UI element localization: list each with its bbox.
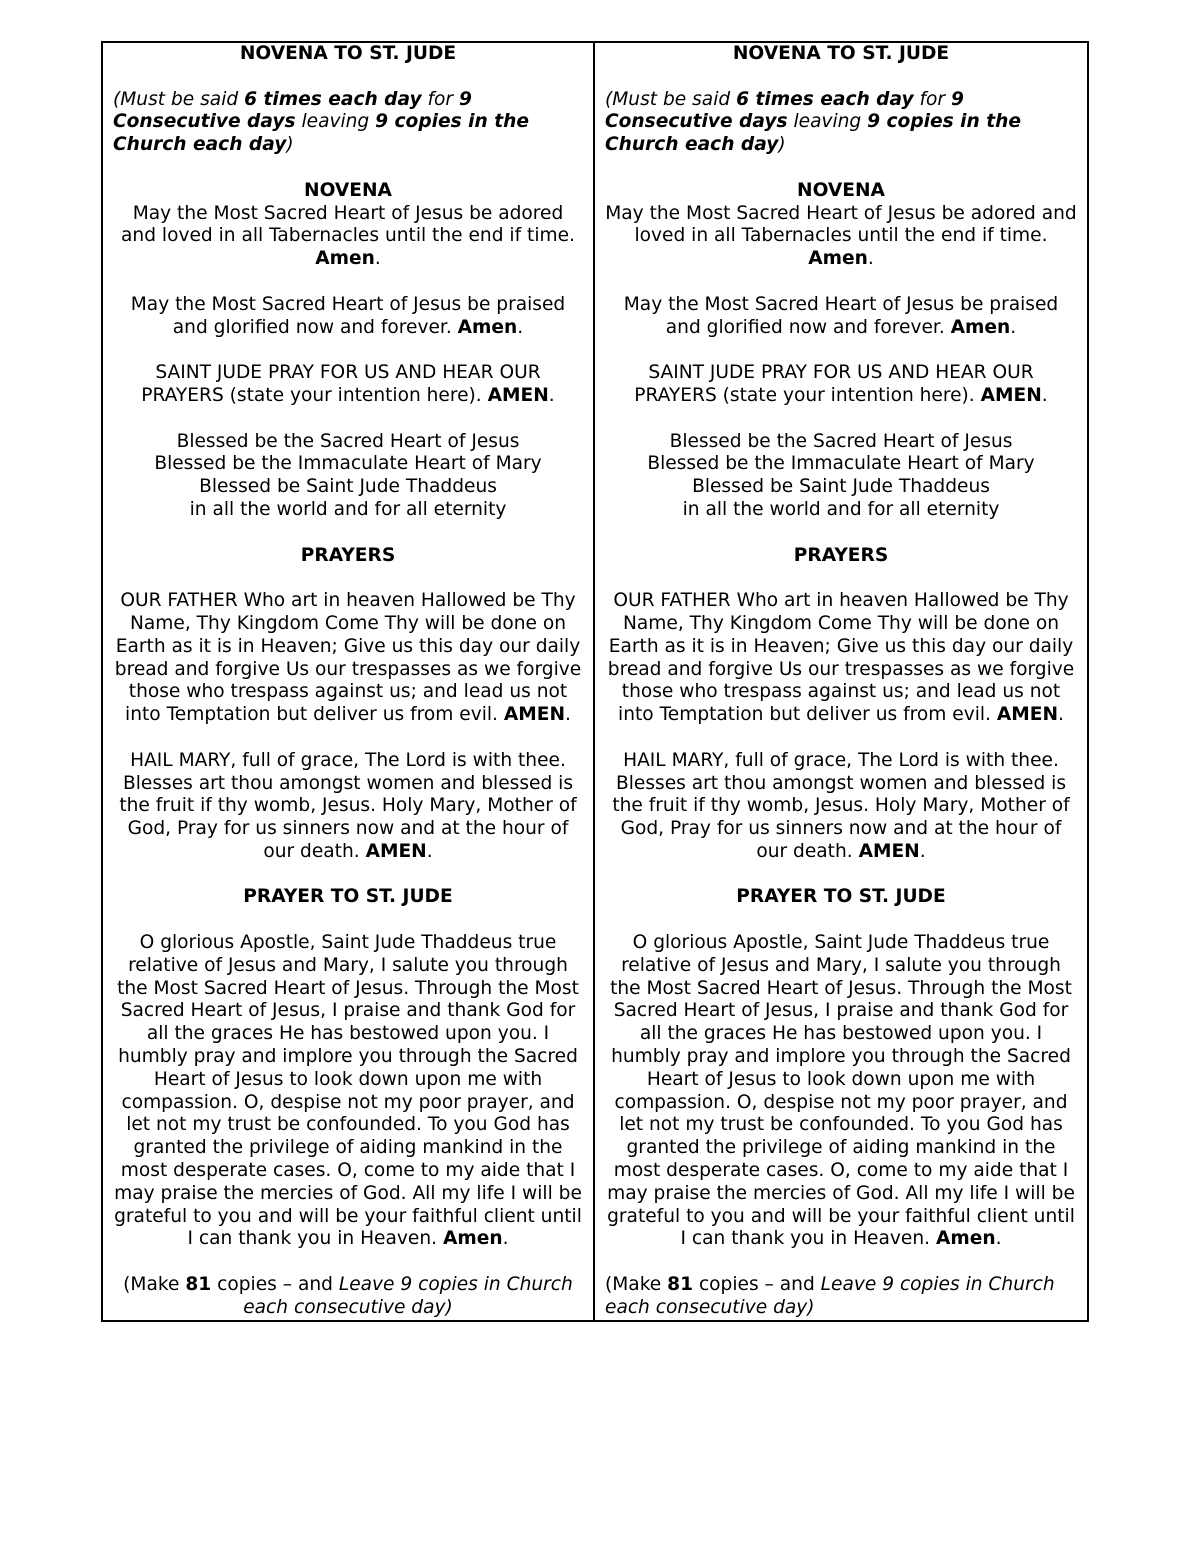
novena-paragraph-1 [605,203,1077,271]
novena-paragraph-3 [605,362,1077,408]
paragraph-end: . [1010,316,1017,338]
prayers-heading: PRAYERS [793,544,889,566]
novena-paragraph-3 [113,362,583,408]
instr-text: (Must be said [605,88,737,110]
paragraph-end: . [1058,704,1064,726]
amen-text: AMEN [487,384,549,406]
st-jude-prayer [113,932,583,1251]
instr-bold: 6 times each day [244,88,422,110]
novena-heading: NOVENA [304,179,392,201]
paragraph-end: . [426,840,433,862]
hail-mary-prayer [113,750,583,864]
novena-sheet [101,41,1089,1322]
amen-text: AMEN [996,704,1059,726]
footer-italic: Leave 9 copies in Church each consecutive day) [605,1274,1055,1318]
our-father-prayer [113,590,583,727]
blessed-line: in all the world and for all eternity [189,498,507,520]
amen-text: AMEN [980,384,1042,406]
paragraph-end: . [548,384,555,406]
copies-footer [113,1274,583,1320]
novena-paragraph-1 [113,203,583,271]
footer-text: copies – and [693,1274,821,1296]
amen-text: Amen [315,248,375,270]
left-column [103,43,595,1320]
paragraph-text: HAIL MARY, full of grace, The Lord is with thee. Blesses art thou amongst women and blessed is the fruit if thy womb, Jesus. Holy Mary, Mother of God, Pray for us sinners now and at the hour of our death. [612,749,1070,862]
instr-bold: 9 Consecutive days [605,88,964,133]
instr-bold: 9 Consecutive days [113,88,472,133]
footer-text: (Make [123,1274,186,1296]
blessed-line: Blessed be the Sacred Heart of Jesus [669,430,1013,452]
paragraph-end: . [867,248,874,270]
blessed-line: Blessed be the Sacred Heart of Jesus [176,430,520,452]
paragraph-text: OUR FATHER Who art in heaven Hallowed be Thy Name, Thy Kingdom Come Thy will be done on Earth as it is in Heaven; Give us this day our daily bread and forgive Us our trespasses as we forgive those who trespass against us; and lead us not into Temptation but deliver us from evil. [607,590,1075,726]
blessed-litany [113,431,583,522]
amen-text: Amen [808,248,868,270]
paragraph-end: . [502,1228,509,1250]
instr-text: leaving [295,111,376,133]
paragraph-text: May the Most Sacred Heart of Jesus be adored and loved in all Tabernacles until the end if time. [605,202,1077,247]
footer-text: (Make [605,1274,668,1296]
prayer-to-st-jude-heading: PRAYER TO ST. JUDE [243,886,453,908]
amen-text: Amen [935,1228,996,1250]
blessed-line: Blessed be the Immaculate Heart of Mary [647,453,1035,475]
amen-text: AMEN [365,840,427,862]
paragraph-end: . [517,316,524,338]
instr-bold: Church each day [113,134,287,156]
paragraph-text: OUR FATHER Who art in heaven Hallowed be Thy Name, Thy Kingdom Come Thy will be done on Earth as it is in Heaven; Give us this day our daily bread and forgive Us our trespasses as we forgive those who trespass against us; and lead us not into Temptation but deliver us from evil. [114,590,582,726]
instructions [113,89,583,157]
instr-text: leaving [787,111,868,133]
novena-title: NOVENA TO ST. JUDE [732,43,950,64]
hail-mary-prayer [605,750,1077,864]
instr-text: ) [286,134,294,156]
paragraph-text: SAINT JUDE PRAY FOR US AND HEAR OUR PRAYERS (state your intention here). [634,362,1034,406]
instr-text: ) [778,134,786,156]
paragraph-text: SAINT JUDE PRAY FOR US AND HEAR OUR PRAYERS (state your intention here). [141,362,541,406]
instr-text: for [421,88,459,110]
right-column [595,43,1087,1320]
instr-bold: 9 copies in the [375,111,529,133]
paragraph-text: May the Most Sacred Heart of Jesus be praised and glorified now and forever. [130,293,566,338]
blessed-litany [605,431,1077,522]
blessed-line: Blessed be the Immaculate Heart of Mary [154,453,542,475]
instr-text: for [913,88,951,110]
footer-text: copies – and [211,1274,339,1296]
instr-bold: Church each day [605,134,779,156]
amen-text: Amen [442,1228,503,1250]
amen-text: AMEN [503,704,566,726]
our-father-prayer [605,590,1077,727]
st-jude-prayer [605,932,1077,1251]
footer-bold: 81 [185,1274,212,1296]
copies-footer [605,1274,1077,1320]
paragraph-text: O glorious Apostle, Saint Jude Thaddeus true relative of Jesus and Mary, I salute you through the Most Sacred Heart of Jesus. Through the Most Sacred Heart of Jesus, I praise and thank God for all the graces He has bestowed upon you. I humbly pray and implore you through the Sacred Heart of Jesus to look down upon me with compassion. O, despise not my poor prayer, and let not my trust be confounded. To you God has granted the privilege of aiding mankind in the most desperate cases. O, come to my aide that I may praise the mercies of God. All my life I will be grateful to you and will be your faithful client until I can thank you in Heaven. [114,932,582,1250]
blessed-line: in all the world and for all eternity [682,498,1000,520]
blessed-line: Blessed be Saint Jude Thaddeus [199,476,497,498]
paragraph-text: O glorious Apostle, Saint Jude Thaddeus true relative of Jesus and Mary, I salute you through the Most Sacred Heart of Jesus. Through the Most Sacred Heart of Jesus, I praise and thank God for all the graces He has bestowed upon you. I humbly pray and implore you through the Sacred Heart of Jesus to look down upon me with compassion. O, despise not my poor prayer, and let not my trust be confounded. To you God has granted the privilege of aiding mankind in the most desperate cases. O, come to my aide that I may praise the mercies of God. All my life I will be grateful to you and will be your faithful client until I can thank you in Heaven. [607,932,1075,1250]
amen-text: Amen [457,316,518,338]
paragraph-end: . [919,840,926,862]
novena-paragraph-2 [605,294,1077,340]
amen-text: Amen [950,316,1011,338]
paragraph-text: HAIL MARY, full of grace, The Lord is with thee. Blesses art thou amongst women and blessed is the fruit if thy womb, Jesus. Holy Mary, Mother of God, Pray for us sinners now and at the hour of our death. [119,749,577,862]
instr-bold: 6 times each day [736,88,914,110]
footer-italic: Leave 9 copies in Church each consecutive day) [243,1274,573,1318]
paragraph-end: . [565,704,571,726]
novena-heading: NOVENA [797,179,885,201]
paragraph-end: . [1041,384,1048,406]
prayer-to-st-jude-heading: PRAYER TO ST. JUDE [736,886,946,908]
paragraph-text: May the Most Sacred Heart of Jesus be adored and loved in all Tabernacles until the end if time. [121,202,575,247]
instr-bold: 9 copies in the [867,111,1021,133]
instr-text: (Must be said [113,88,245,110]
paragraph-text: May the Most Sacred Heart of Jesus be praised and glorified now and forever. [623,293,1059,338]
novena-title: NOVENA TO ST. JUDE [239,43,457,64]
paragraph-end: . [995,1228,1002,1250]
prayers-heading: PRAYERS [300,544,396,566]
amen-text: AMEN [858,840,920,862]
instructions [605,89,1077,157]
footer-bold: 81 [667,1274,694,1296]
blessed-line: Blessed be Saint Jude Thaddeus [692,476,990,498]
paragraph-end: . [374,248,381,270]
novena-paragraph-2 [113,294,583,340]
